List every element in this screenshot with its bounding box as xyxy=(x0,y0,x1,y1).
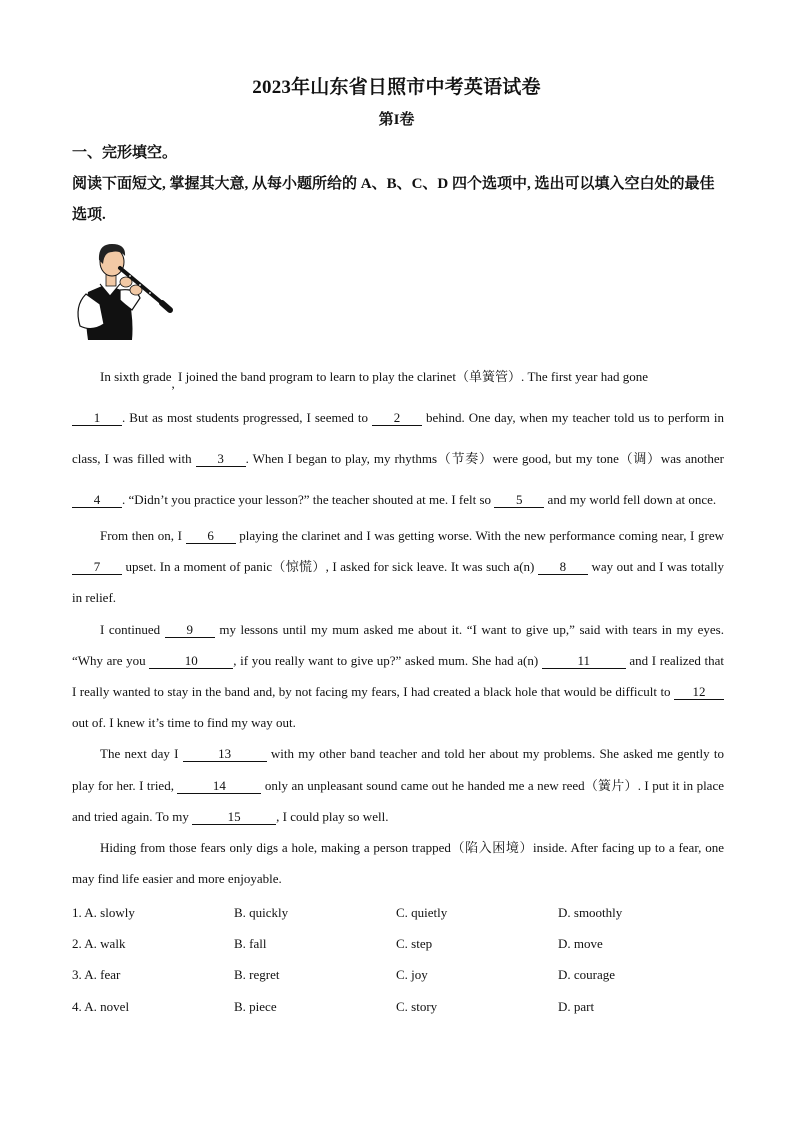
text: only an unpleasant sound came out he handed me a new reed（簧片）. I put it in place and tried again. To my xyxy=(72,777,724,824)
text: From then on, I xyxy=(100,528,186,543)
text: The next day I xyxy=(100,746,183,762)
blank-5: 5 xyxy=(494,492,544,508)
blank-8: 8 xyxy=(538,559,588,575)
option-a: 4. A. novel xyxy=(72,998,130,1014)
option-a: 1. A. slowly xyxy=(72,904,135,920)
option-c: C. step xyxy=(396,935,433,951)
text: playing the clarinet and I was getting worse. With the new performance coming near, I grew xyxy=(235,528,724,543)
text: , if you really want to give up?” asked mum. She had a(n) xyxy=(233,652,542,668)
text: out of. I knew it’s time to find my way out. xyxy=(72,715,296,731)
question-1-options xyxy=(72,897,724,928)
option-d: D. smoothly xyxy=(558,904,623,920)
paragraph-5 xyxy=(72,832,724,894)
text: behind. One day, when my teacher told us to perform in class, I was filled with xyxy=(72,410,724,466)
paragraph-3 xyxy=(72,614,724,739)
volume-label: 第I卷 xyxy=(378,112,415,128)
text: my lessons until my mum asked me about it. “I want to give up,” said with tears in my eyes. “Why are you xyxy=(72,621,724,668)
option-c: C. quietly xyxy=(396,904,448,920)
text: , xyxy=(171,376,175,391)
text: In sixth grade xyxy=(100,369,172,384)
blank-4: 4 xyxy=(72,492,122,508)
text: . When I began to play, my rhythms（节奏）were good, but my tone（调）was another xyxy=(245,451,724,466)
blank-12: 12 xyxy=(674,684,724,700)
option-c: C. story xyxy=(396,998,438,1014)
clarinet-player-illustration xyxy=(70,234,180,344)
question-4-options xyxy=(72,991,724,1022)
blank-11: 11 xyxy=(542,653,626,669)
page-title: 2023年山东省日照市中考英语试卷 xyxy=(252,77,541,98)
blank-2: 2 xyxy=(372,410,422,426)
text: with my other band teacher and told her about my problems. She asked me gently to play for her. I tried, xyxy=(72,746,724,793)
question-3-options xyxy=(72,960,724,991)
blank-9: 9 xyxy=(165,622,215,638)
blank-13: 13 xyxy=(183,746,267,762)
text: . But as most students progressed, I seemed to xyxy=(122,410,373,425)
paragraph-4 xyxy=(72,738,724,832)
paragraph-1 xyxy=(72,356,724,520)
blank-6: 6 xyxy=(186,528,236,544)
blank-15: 15 xyxy=(192,809,276,825)
option-b: B. piece xyxy=(234,998,277,1014)
option-b: B. regret xyxy=(234,967,280,983)
question-2-options xyxy=(72,928,724,959)
text: upset. In a moment of panic（惊慌）, I asked for sick leave. It was such a(n) xyxy=(122,559,538,575)
cloze-passage xyxy=(72,356,724,894)
blank-10: 10 xyxy=(149,653,233,669)
text: Hiding from those fears only digs a hole, making a person trapped（陷入困境）inside. After facing up to a fear, one may find life easier and more enjoyable. xyxy=(72,840,724,887)
clarinet-player-icon xyxy=(70,234,180,344)
option-d: D. part xyxy=(558,998,595,1014)
blank-7: 7 xyxy=(72,559,122,575)
option-a: 3. A. fear xyxy=(72,967,121,983)
text: and my world fell down at once. xyxy=(544,492,717,507)
text: . “Didn’t you practice your lesson?” the teacher shouted at me. I felt so xyxy=(122,492,495,507)
option-c: C. joy xyxy=(396,967,428,983)
blank-14: 14 xyxy=(177,778,261,794)
text: , I could play so well. xyxy=(276,808,389,824)
text: way out and I was totally in relief. xyxy=(72,559,724,606)
instructions: 阅读下面短文, 掌握其大意, 从每小题所给的 A、B、C、D 四个选项中, 选出可以填入空白处的最佳选项. xyxy=(72,176,715,223)
text: and I realized that I really wanted to stay in the band and, by not facing my fears, I had created a black hole that would be difficult to xyxy=(72,652,725,700)
text: I continued xyxy=(100,621,165,637)
blank-1: 1 xyxy=(72,410,122,426)
option-b: B. quickly xyxy=(234,904,289,920)
section-heading: 一、完形填空。 xyxy=(72,145,178,161)
answer-options xyxy=(72,897,724,1022)
blank-3: 3 xyxy=(196,451,246,467)
option-d: D. move xyxy=(558,935,603,951)
option-d: D. courage xyxy=(558,967,616,983)
paragraph-2 xyxy=(72,520,724,614)
option-a: 2. A. walk xyxy=(72,935,126,951)
option-b: B. fall xyxy=(234,935,267,951)
text: I joined the band program to learn to play the clarinet（单簧管）. The first year had gone xyxy=(174,369,649,384)
